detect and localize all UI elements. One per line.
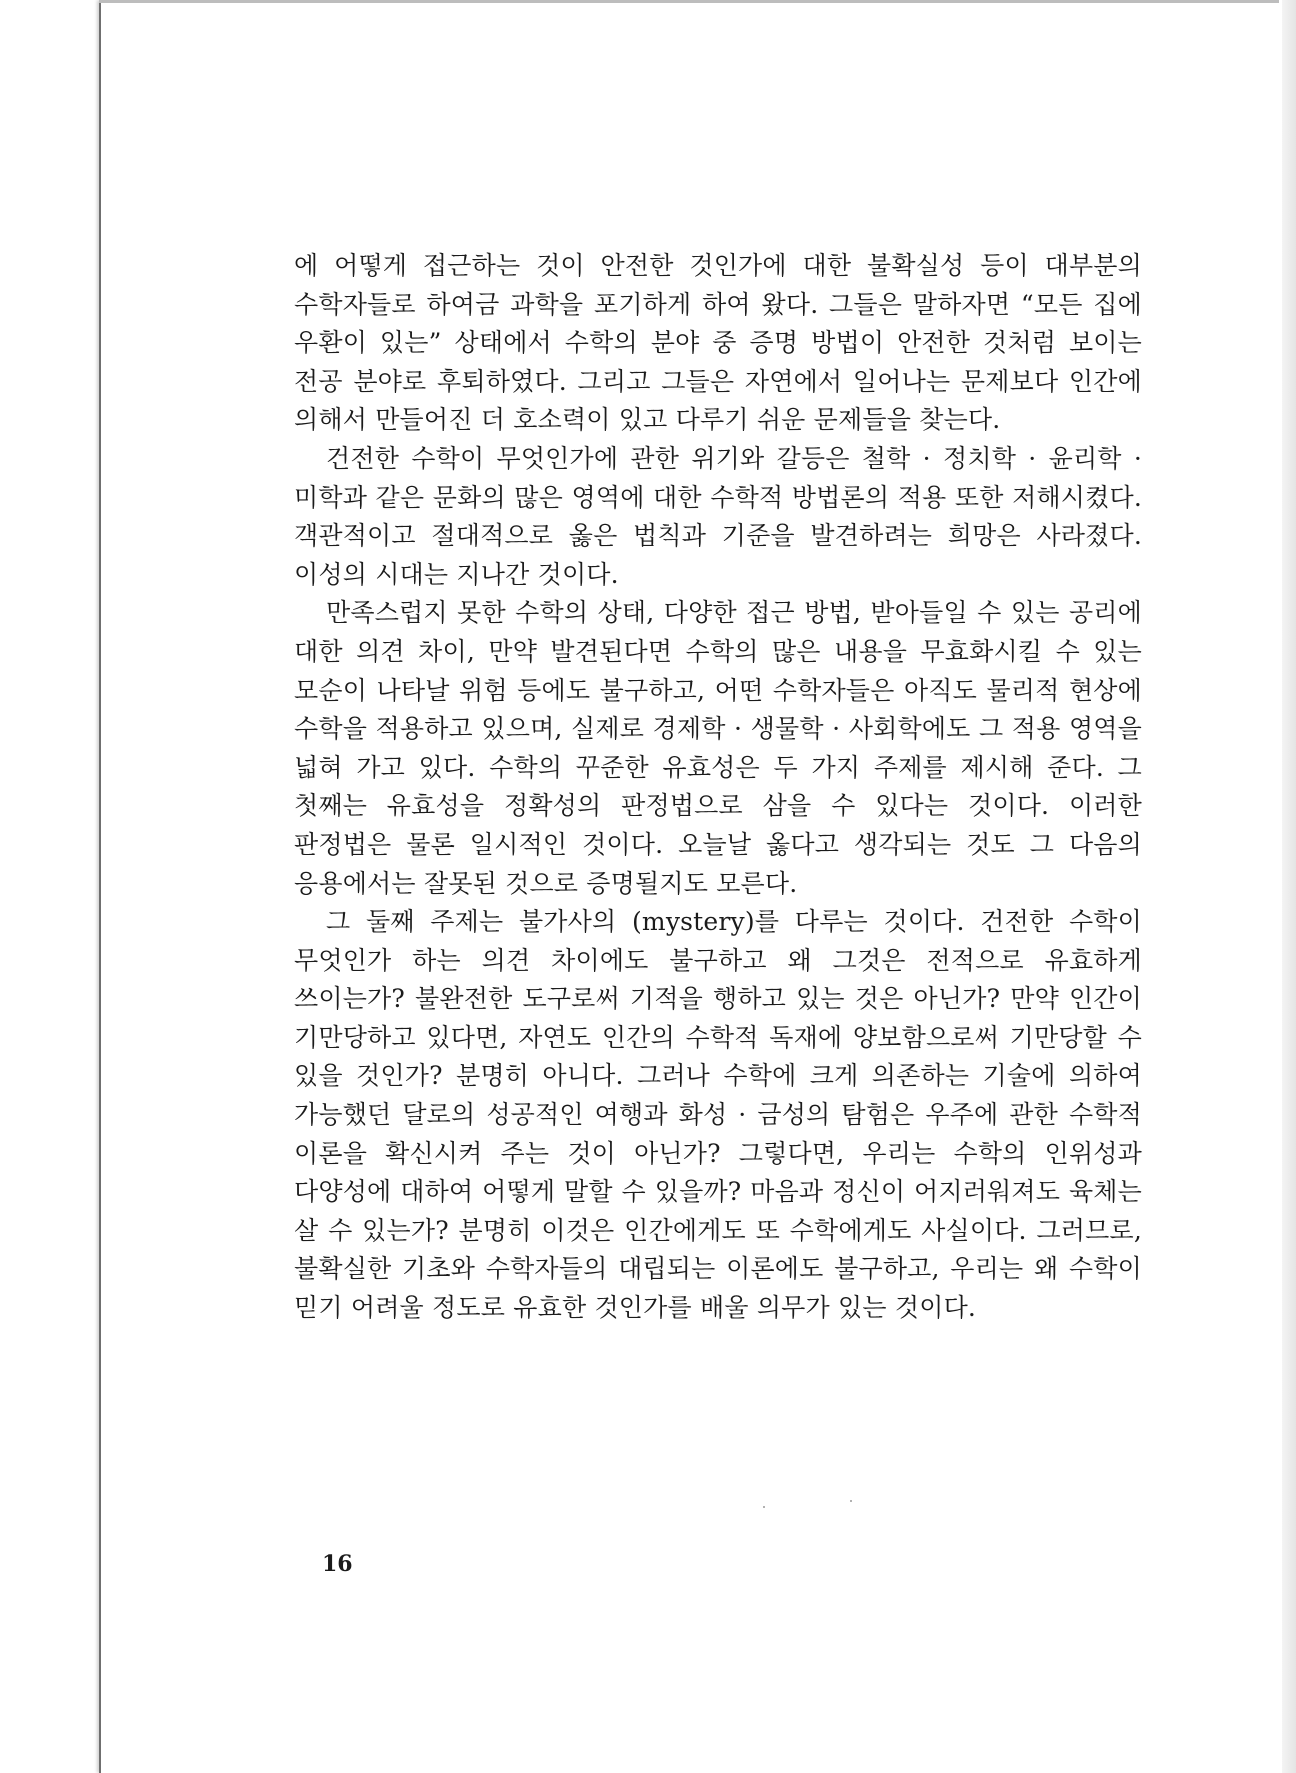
scan-speck [850,1500,852,1502]
paragraph-1: 에 어떻게 접근하는 것이 안전한 것인가에 대한 불확실성 등이 대부분의 수학자들로 하여금 과학을 포기하게 하여 왔다. 그들은 말하자면 “모든 집에 우환이 있는” 상태에서 수학의 분야 중 증명 방법이 안전한 것처럼 보이는 전공 분야로 후퇴하였다. 그리고 그들은 자연에서 일어나는 문제보다 인간에 의해서 만들어진 더 호소력이 있고 다루기 쉬운 문제들을 찾는다. [294,251,1142,435]
paragraph-4: 그 둘째 주제는 불가사의 (mystery)를 다루는 것이다. 건전한 수학이 무엇인가 하는 의견 차이에도 불구하고 왜 그것은 전적으로 유효하게 쓰이는가? 불완전한 도구로써 기적을 행하고 있는 것은 아닌가? 만약 인간이 기만당하고 있다면, 자연도 인간의 수학적 독재에 양보함으로써 기만당할 수 있을 것인가? 분명히 아니다. 그러나 수학에 크게 의존하는 기술에 의하여 가능했던 달로의 성공적인 여행과 화성 · 금성의 탐험은 우주에 관한 수학적 이론을 확신시켜 주는 것이 아닌가? 그렇다면, 우리는 수학의 인위성과 다양성에 대하여 어떻게 말할 수 있을까? 마음과 정신이 어지러워져도 육체는 살 수 있는가? 분명히 이것은 인간에게도 또 수학에게도 사실이다. 그러므로, 불확실한 기초와 수학자들의 대립되는 이론에도 불구하고, 우리는 왜 수학이 믿기 어려울 정도로 유효한 것인가를 배울 의무가 있는 것이다. [294,907,1142,1323]
scan-speck [763,1506,765,1508]
page-right-edge [1282,0,1296,1773]
page-top-edge [99,0,1279,3]
paragraph-3: 만족스럽지 못한 수학의 상태, 다양한 접근 방법, 받아들일 수 있는 공리에 대한 의견 차이, 만약 발견된다면 수학의 많은 내용을 무효화시킬 수 있는 모순이 나타날 위험 등에도 불구하고, 어떤 수학자들은 아직도 물리적 현상에 수학을 적용하고 있으며, 실제로 경제학 · 생물학 · 사회학에도 그 적용 영역을 넓혀 가고 있다. 수학의 꾸준한 유효성은 두 가지 주제를 제시해 준다. 그 첫째는 유효성을 정확성의 판정법으로 삼을 수 있다는 것이다. 이러한 판정법은 물론 일시적인 것이다. 오늘날 옳다고 생각되는 것도 그 다음의 응용에서는 잘못된 것으로 증명될지도 모른다. [294,598,1142,898]
page-number: 16 [322,1551,353,1577]
page-body [294,247,1142,1328]
paragraph-2: 건전한 수학이 무엇인가에 관한 위기와 갈등은 철학 · 정치학 · 윤리학 · 미학과 같은 문화의 많은 영역에 대한 수학적 방법론의 적용 또한 저해시켰다. 객관적이고 절대적으로 옳은 법칙과 기준을 발견하려는 희망은 사라졌다. 이성의 시대는 지나간 것이다. [294,443,1142,589]
